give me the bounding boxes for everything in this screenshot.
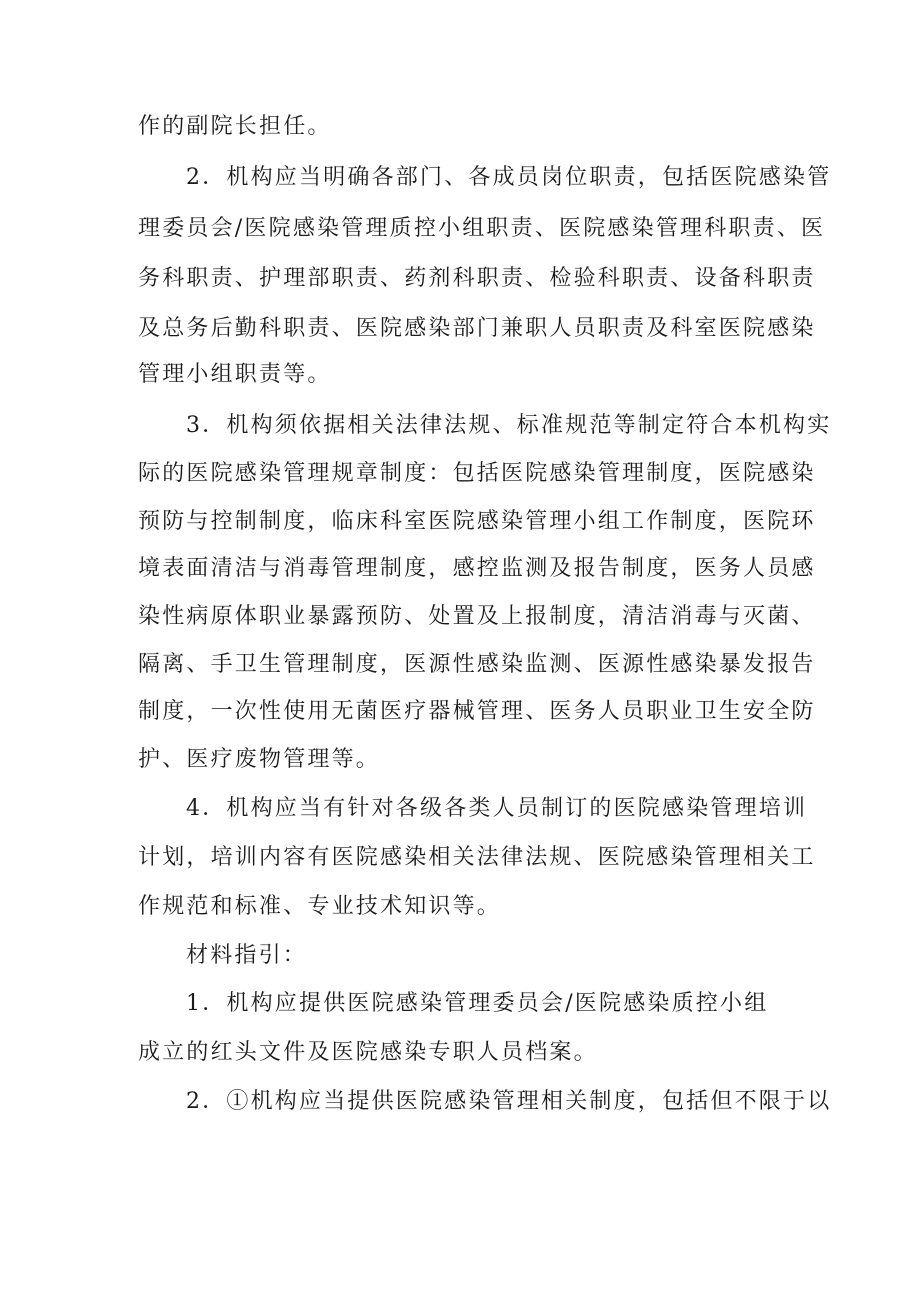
paragraph-line-15: 4．机构应当有针对各级各类人员制订的医院感染管理培训 [186,796,808,821]
paragraph-line-16: 计划，培训内容有医院感染相关法律法规、医院感染管理相关工 [138,845,816,870]
paragraph-line-14: 护、医疗废物管理等。 [138,747,381,772]
section-heading-materials: 材料指引： [186,943,308,968]
paragraph-line-17: 作规范和标准、专业技术知识等。 [138,894,502,919]
paragraph-line-5: 及总务后勤科职责、医院感染部门兼职人员职责及科室医院感染 [138,316,816,341]
paragraph-line-3: 理委员会/医院感染管理质控小组职责、医院感染管理科职责、医 [138,216,826,241]
paragraph-line-8: 际的医院感染管理规章制度：包括医院感染管理制度，医院感染 [138,461,816,486]
paragraph-line-10: 境表面清洁与消毒管理制度，感控监测及报告制度，医务人员感 [138,556,816,581]
paragraph-line-11: 染性病原体职业暴露预防、处置及上报制度，清洁消毒与灭菌、 [138,604,816,629]
paragraph-line-2: 2．机构应当明确各部门、各成员岗位职责，包括医院感染管 [186,165,832,190]
paragraph-line-21: 2．①机构应当提供医院感染管理相关制度，包括但不限于以 [186,1089,832,1114]
paragraph-line-20: 成立的红头文件及医院感染专职人员档案。 [138,1040,598,1065]
paragraph-line-9: 预防与控制制度，临床科室医院感染管理小组工作制度，医院环 [138,509,816,534]
paragraph-line-12: 隔离、手卫生管理制度，医源性感染监测、医源性感染暴发报告 [138,652,816,677]
paragraph-line-19: 1．机构应提供医院感染管理委员会/医院感染质控小组 [186,991,769,1016]
paragraph-line-6: 管理小组职责等。 [138,362,332,387]
paragraph-line-7: 3．机构须依据相关法律法规、标准规范等制定符合本机构实 [186,413,832,438]
paragraph-line-4: 务科职责、护理部职责、药剂科职责、检验科职责、设备科职责 [138,266,816,291]
paragraph-line-1: 作的副院长担任。 [138,114,332,139]
paragraph-line-13: 制度，一次性使用无菌医疗器械管理、医务人员职业卫生安全防 [138,699,816,724]
